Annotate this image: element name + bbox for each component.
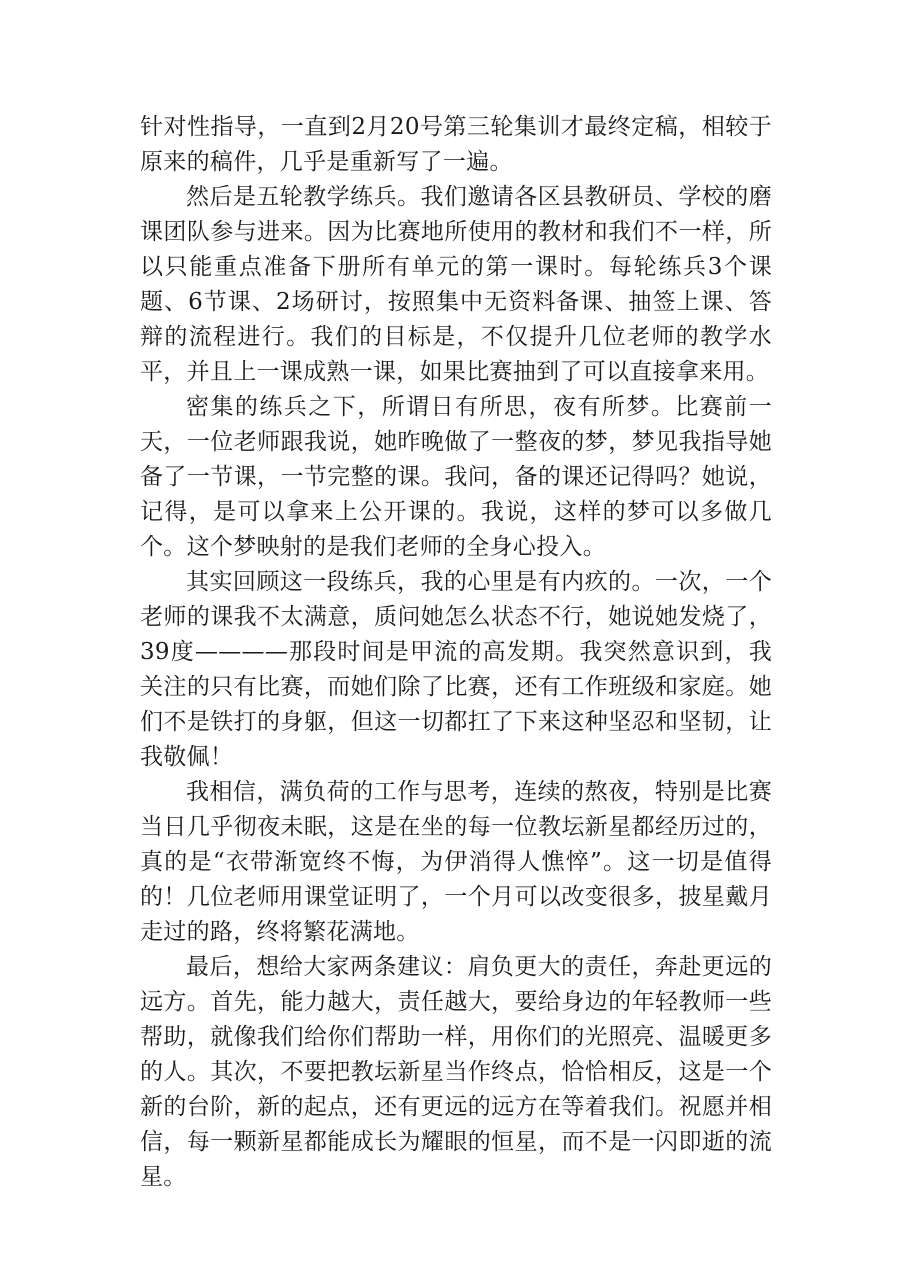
paragraph-suggestions: 最后，想给大家两条建议：肩负更大的责任，奔赴更远的远方。首先，能力越大，责任越大，要给身边的年轻教师一些帮助，就像我们给你们帮助一样，用你们的光照亮、温暖更多的人。其次，不要把教坛新星当作终点，恰恰相反，这是一个新的台阶，新的起点，还有更远的远方在等着我们。祝愿并相信，每一颗新星都能成长为耀眼的恒星，而不是一闪即逝的流星。 (140, 954, 772, 1190)
paragraph-belief: 我相信，满负荷的工作与思考，连续的熬夜，特别是比赛当日几乎彻夜未眠，这是在坐的每一位教坛新星都经历过的，真的是“衣带渐宽终不悔，为伊消得人憔悴”。这一切是值得的！几位老师用课堂证明了，一个月可以改变很多，披星戴月走过的路，终将繁花满地。 (140, 779, 772, 945)
paragraph-training: 然后是五轮教学练兵。我们邀请各区县教研员、学校的磨课团队参与进来。因为比赛地所使用的教材和我们不一样，所以只能重点准备下册所有单元的第一课时。每轮练兵3个课题、6节课、2场研讨，按照集中无资料备课、抽签上课、答辩的流程进行。我们的目标是，不仅提升几位老师的教学水平，并且上一课成熟一课，如果比赛抽到了可以直接拿来用。 (140, 184, 772, 385)
paragraph-dream: 密集的练兵之下，所谓日有所思，夜有所梦。比赛前一天，一位老师跟我说，她昨晚做了一整夜的梦，梦见我指导她备了一节课，一节完整的课。我问，备的课还记得吗？她说，记得，是可以拿来上公开课的。我说，这样的梦可以多做几个。这个梦映射的是我们老师的全身心投入。 (140, 394, 772, 560)
paragraph-continued: 针对性指导，一直到2月20号第三轮集训才最终定稿，相较于原来的稿件，几乎是重新写了一遍。 (140, 114, 772, 175)
paragraph-reflection: 其实回顾这一段练兵，我的心里是有内疚的。一次，一个老师的课我不太满意，质问她怎么状态不行，她说她发烧了，39度————那段时间是甲流的高发期。我突然意识到，我关注的只有比赛，而她们除了比赛，还有工作班级和家庭。她们不是铁打的身躯，但这一切都扛了下来这种坚忍和坚韧，让我敬佩！ (140, 569, 772, 770)
document-body (140, 110, 772, 1195)
